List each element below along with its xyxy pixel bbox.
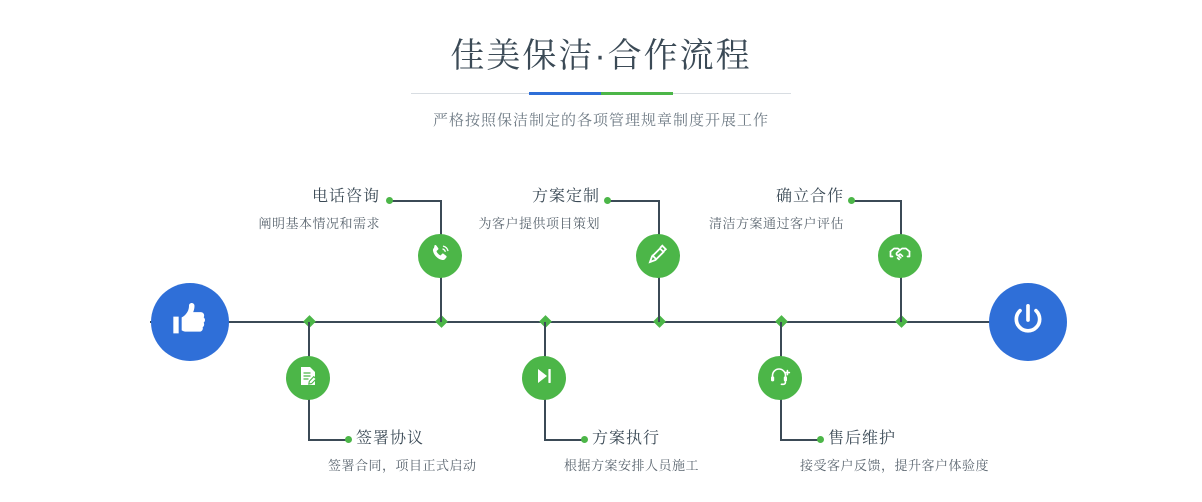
handshake-icon <box>888 242 912 271</box>
page-subtitle: 严格按照保洁制定的各项管理规章制度开展工作 <box>432 112 769 129</box>
start-node <box>151 283 229 361</box>
connector-horizontal-2 <box>308 439 350 441</box>
step-title-after-sales: 售后维护 <box>828 430 897 447</box>
divider-blue-segment <box>529 92 601 95</box>
step-desc-after-sales: 接受客户反馈，提升客户体验度 <box>800 458 990 473</box>
handshake-icon-badge <box>878 234 922 278</box>
divider-green-segment <box>601 92 673 95</box>
connector-dot-3 <box>604 197 611 204</box>
connector-horizontal-5 <box>852 200 902 202</box>
title-divider <box>411 92 791 95</box>
step-desc-sign-agreement: 签署合同，项目正式启动 <box>328 458 477 473</box>
step-desc-phone-consult: 阐明基本情况和需求 <box>258 216 380 231</box>
step-title-phone-consult: 电话咨询 <box>311 188 380 205</box>
connector-dot-5 <box>848 197 855 204</box>
step-title-establish-cooperation: 确立合作 <box>775 188 844 205</box>
document-edit-icon <box>296 364 320 393</box>
step-title-plan-execute: 方案执行 <box>592 430 661 447</box>
power-icon <box>1008 300 1048 345</box>
step-desc-establish-cooperation: 清洁方案通过客户评估 <box>708 216 844 231</box>
connector-horizontal-6 <box>780 439 822 441</box>
connector-dot-4 <box>581 436 588 443</box>
timeline <box>0 150 1202 502</box>
step-desc-plan-customize: 为客户提供项目策划 <box>478 216 600 231</box>
end-node <box>989 283 1067 361</box>
thumbs-up-icon <box>170 300 210 345</box>
connector-horizontal-4 <box>544 439 586 441</box>
headset-add-icon <box>768 364 792 393</box>
pen-ruler-icon-badge <box>636 234 680 278</box>
pen-ruler-icon <box>646 242 670 271</box>
step-title-plan-customize: 方案定制 <box>531 188 600 205</box>
headset-add-icon-badge <box>758 356 802 400</box>
phone-icon <box>428 242 452 271</box>
phone-icon-badge <box>418 234 462 278</box>
document-edit-icon-badge <box>286 356 330 400</box>
page-title: 佳美保洁·合作流程 <box>450 37 752 75</box>
header <box>0 32 1202 130</box>
step-title-sign-agreement: 签署协议 <box>356 430 425 447</box>
connector-dot-2 <box>345 436 352 443</box>
play-forward-icon-badge <box>522 356 566 400</box>
connector-dot-6 <box>817 436 824 443</box>
play-forward-icon <box>532 364 556 393</box>
step-desc-plan-execute: 根据方案安排人员施工 <box>564 458 700 473</box>
timeline-axis <box>150 321 1050 323</box>
